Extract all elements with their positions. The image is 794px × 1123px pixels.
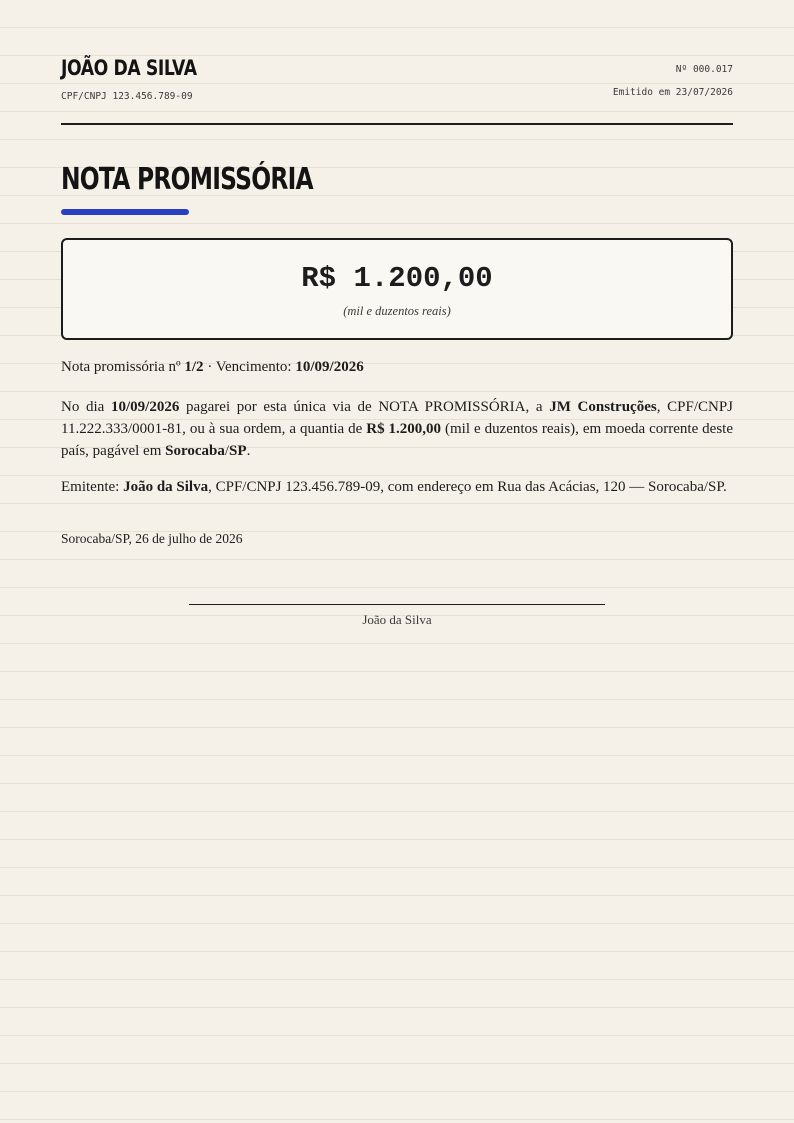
para-text: No dia: [61, 399, 111, 415]
emitter-line: [61, 479, 733, 496]
note-summary: [61, 359, 733, 376]
summary-prefix: Nota promissória nº: [61, 359, 185, 375]
header-divider: [61, 123, 733, 125]
document-header: [61, 0, 733, 126]
emitter-label: Emitente:: [61, 479, 124, 495]
amount-value: R$ 1.200,00: [301, 262, 493, 295]
para-amount: R$ 1.200,00: [366, 421, 442, 437]
due-label: · Vencimento:: [203, 359, 296, 375]
payment-city: Sorocaba: [165, 443, 225, 459]
para-date: 10/09/2026: [110, 399, 180, 415]
issuer-id: CPF/CNPJ 123.456.789-09: [61, 91, 193, 102]
due-date: 10/09/2026: [295, 359, 364, 375]
para-text: .: [246, 443, 251, 459]
para-text: , CPF/CNPJ 11.222.333/0001-81, ou à sua ordem, a quantia de: [61, 399, 734, 437]
amount-in-words: (mil e duzentos reais): [343, 304, 451, 318]
issue-date: Emitido em 23/07/2026: [612, 87, 733, 98]
document-number: Nº 000.017: [675, 64, 733, 75]
promissory-note-page: [61, 0, 734, 627]
para-text: pagarei por esta única via de NOTA PROMISSÓRIA, a: [179, 399, 550, 415]
document-title: NOTA PROMISSÓRIA: [61, 162, 313, 197]
issuer-name: JOÃO DA SILVA: [61, 56, 197, 80]
para-text: (mil e duzentos reais), em moeda corrente deste país, pagável em: [61, 421, 734, 459]
signature-line: [189, 604, 605, 605]
emitter-name: João da Silva: [123, 479, 209, 495]
payment-state: SP: [229, 443, 247, 459]
place-and-date: Sorocaba/SP, 26 de julho de 2026: [61, 531, 243, 546]
title-accent-bar: [61, 209, 189, 215]
creditor-name: JM Construções: [549, 399, 657, 415]
installment: 1/2: [184, 359, 204, 375]
para-text: /: [224, 443, 230, 459]
emitter-details: , CPF/CNPJ 123.456.789-09, com endereço em Rua das Acácias, 120 — Sorocaba/SP.: [208, 479, 727, 495]
amount-box: [61, 238, 733, 340]
promise-paragraph: [61, 396, 733, 462]
signature-name: João da Silva: [362, 612, 432, 627]
